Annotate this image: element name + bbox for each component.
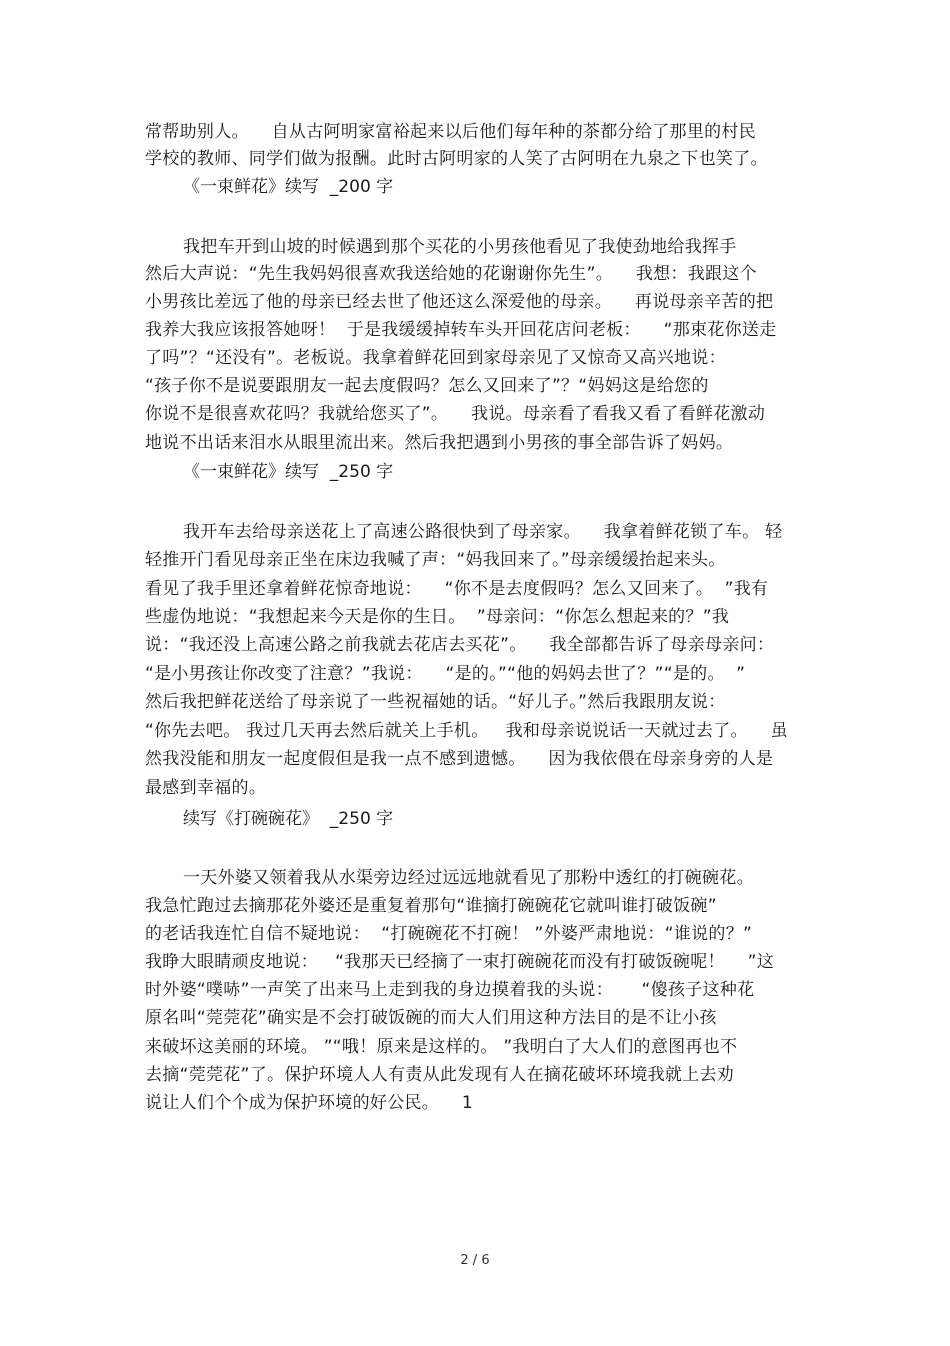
paragraph-line: 然后我把鲜花送给了母亲说了一些祝福她的话。“好儿子。”然后我跟朋友说： bbox=[145, 692, 726, 712]
paragraph-line: 看见了我手里还拿着鲜花惊奇地说： “你不是去度假吗？怎么又回来了。 ”我有 bbox=[145, 579, 769, 599]
page-number: 2 / 6 bbox=[460, 1253, 490, 1268]
paragraph-line: 轻推开门看见母亲正坐在床边我喊了声：“妈我回来了。”母亲缓缓抬起来头。 bbox=[145, 550, 726, 570]
paragraph-line: 我把车开到山坡的时候遇到那个买花的小男孩他看见了我使劲地给我挥手 bbox=[183, 237, 737, 257]
paragraph-line: 地说不出话来泪水从眼里流出来。然后我把遇到小男孩的事全部告诉了妈妈。 bbox=[145, 433, 734, 453]
intro-line: 常帮助别人。 自从古阿明家富裕起来以后他们每年种的茶都分给了那里的村民 bbox=[145, 122, 757, 142]
paragraph-line: 我急忙跑过去摘那花外婆还是重复着那句“谁摘打碗碗花它就叫谁打破饭碗” bbox=[145, 896, 717, 916]
section-heading: 《一束鲜花》续写 _200 字 bbox=[183, 177, 394, 197]
paragraph-line: 我睁大眼睛顽皮地说： “我那天已经摘了一束打碗碗花而没有打破饭碗呢！ ”这 bbox=[145, 952, 775, 972]
paragraph-line: 然后大声说：“先生我妈妈很喜欢我送给她的花谢谢你先生”。 我想：我跟这个 bbox=[145, 264, 757, 284]
section-heading: 《一束鲜花》续写 _250 字 bbox=[183, 462, 394, 482]
section-heading: 续写《打碗碗花》 _250 字 bbox=[183, 809, 394, 829]
paragraph-line: 些虚伪地说：“我想起来今天是你的生日。 ”母亲问：“你怎么想起来的？”我 bbox=[145, 607, 730, 627]
paragraph-line: 原名叫“莞莞花”确实是不会打破饭碗的而大人们用这种方法目的是不让小孩 bbox=[145, 1008, 717, 1028]
paragraph-line: 去摘“莞莞花”了。保护环境人人有责从此发现有人在摘花破坏环境我就上去劝 bbox=[145, 1065, 735, 1085]
paragraph-line: “是小男孩让你改变了注意？”我说： “是的。”“他的妈妈去世了？”“是的。 ” bbox=[145, 664, 746, 684]
paragraph-line: 你说不是很喜欢花吗？我就给您买了”。 我说。母亲看了看我又看了看鲜花激动 bbox=[145, 404, 766, 424]
paragraph-line: “你先去吧。 我过几天再去然后就关上手机。 我和母亲说说话一天就过去了。 虽 bbox=[145, 721, 788, 741]
intro-line: 学校的教师、同学们做为报酬。此时古阿明家的人笑了古阿明在九泉之下也笑了。 bbox=[145, 149, 768, 169]
paragraph-line: 小男孩比差远了他的母亲已经去世了他还这么深爱他的母亲。 再说母亲辛苦的把 bbox=[145, 292, 774, 312]
paragraph-line: 了吗”？“还没有”。老板说。我拿着鲜花回到家母亲见了又惊奇又高兴地说： bbox=[145, 348, 726, 368]
paragraph-line: 一天外婆又领着我从水渠旁边经过远远地就看见了那粉中透红的打碗碗花。 bbox=[183, 868, 754, 888]
paragraph-line: 来破坏这美丽的环境。 ”“哦！原来是这样的。 ”我明白了大人们的意图再也不 bbox=[145, 1037, 738, 1057]
paragraph-line: 说：“我还没上高速公路之前我就去花店去买花”。 我全部都告诉了母亲母亲问： bbox=[145, 635, 775, 655]
paragraph-line: 最感到幸福的。 bbox=[145, 778, 267, 798]
paragraph-line: 然我没能和朋友一起度假但是我一点不感到遗憾。 因为我依偎在母亲身旁的人是 bbox=[145, 749, 774, 769]
paragraph-line: 我养大我应该报答她呀！ 于是我缓缓掉转车头开回花店问老板： “那束花你送走 bbox=[145, 320, 777, 340]
paragraph-line: “孩子你不是说要跟朋友一起去度假吗？怎么又回来了”？“妈妈这是给您的 bbox=[145, 376, 709, 396]
paragraph-line: 我开车去给母亲送花上了高速公路很快到了母亲家。 我拿着鲜花锁了车。 轻 bbox=[183, 522, 783, 542]
paragraph-line: 说让人们个个成为保护环境的好公民。 1 bbox=[145, 1093, 474, 1113]
paragraph-line: 的老话我连忙自信不疑地说： “打碗碗花不打碗！ ”外婆严肃地说：“谁说的？” bbox=[145, 924, 753, 944]
paragraph-line: 时外婆“噗哧”一声笑了出来马上走到我的身边摸着我的头说： “傻孩子这种花 bbox=[145, 980, 755, 1000]
